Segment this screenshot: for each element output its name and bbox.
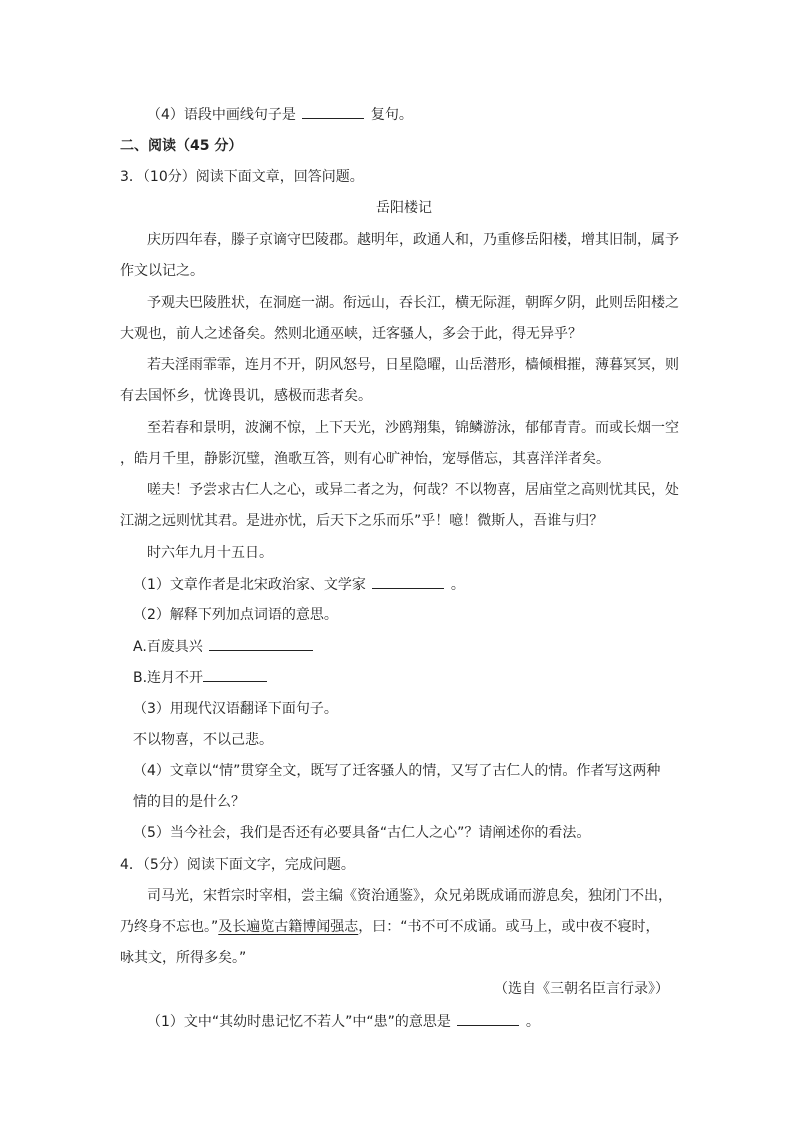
section-heading: 二、阅读（45 分） — [120, 138, 243, 154]
story-line-2: 乃终身不忘也。”及长遍览古籍博闻强志，曰：“书不可不成诵。或马上，或中夜不寝时， — [120, 919, 660, 935]
paragraph-5-cont: 江湖之远则忧其君。是进亦忧，后天下之乐而乐”乎！噫！微斯人，吾谁与归？ — [120, 513, 604, 529]
paragraph-3: 若夫淫雨霏霏，连月不开，阴风怒号，日星隐曜，山岳潜形，樯倾楫摧，薄暮冥冥，则 — [147, 357, 679, 373]
paragraph-6: 时六年九月十五日。 — [147, 545, 273, 561]
paragraph-4: 至若春和景明，波澜不惊，上下天光，沙鸥翔集，锦鳞游泳，郁郁青青。而或长烟一空 — [147, 420, 679, 436]
question-3-2: （2）解释下列加点词语的意思。 — [133, 607, 338, 623]
question-3-4-cont: 情的目的是什么？ — [133, 794, 245, 810]
story-line-3: 咏其文，所得多矣。” — [120, 950, 247, 966]
paragraph-1-cont: 作文以记之。 — [120, 263, 204, 279]
paragraph-2: 予观夫巴陵胜状，在洞庭一湖。衔远山，吞长江，横无际涯，朝晖夕阴，此则岳阳楼之 — [147, 295, 679, 311]
article-title: 岳阳楼记 — [376, 200, 432, 216]
answer-blank[interactable] — [203, 667, 267, 682]
story-line-1: 司马光，宋哲宗时宰相，尝主编《资治通鉴》，众兄弟既成诵而游息矣，独闭门不出， — [147, 888, 672, 904]
source-citation: （选自《三朝名臣言行录》） — [494, 981, 669, 997]
question-3-1: （1）文章作者是北宋政治家、文学家 。 — [133, 574, 465, 595]
paragraph-1: 庆历四年春，滕子京谪守巴陵郡。越明年，政通人和，乃重修岳阳楼，增其旧制，属予 — [147, 232, 679, 248]
question-3-3: （3）用现代汉语翻译下面句子。 — [133, 701, 338, 717]
underlined-sentence: 及长遍览古籍博闻强志 — [218, 919, 359, 935]
answer-blank[interactable] — [302, 104, 364, 119]
paragraph-3-cont: 有去国怀乡，忧谗畏讥，感极而悲者矣。 — [120, 388, 372, 404]
question-3-2b: B.连月不开 — [133, 667, 269, 688]
question-3-3-sentence: 不以物喜，不以己悲。 — [133, 732, 273, 748]
question-2-4: （4）语段中画线句子是 复句。 — [147, 104, 413, 125]
answer-blank[interactable] — [457, 1011, 519, 1026]
question-3-intro: 3．（10分）阅读下面文章，回答问题。 — [120, 169, 364, 185]
answer-blank[interactable] — [372, 574, 444, 589]
paragraph-5: 嗟夫！予尝求古仁人之心，或异二者之为，何哉？不以物喜，居庙堂之高则忧其民，处 — [147, 482, 679, 498]
question-3-4: （4）文章以“情”贯穿全文，既写了迁客骚人的情，又写了古仁人的情。作者写这两种 — [133, 763, 661, 779]
answer-blank[interactable] — [209, 636, 313, 651]
question-4-intro: 4．（5分）阅读下面文字，完成问题。 — [120, 857, 355, 873]
paragraph-2-cont: 大观也，前人之述备矣。然则北通巫峡，迁客骚人，多会于此，得无异乎？ — [120, 326, 582, 342]
question-3-2a: A.百废具兴 — [133, 636, 315, 657]
paragraph-4-cont: ，皓月千里，静影沉璧，渔歌互答，则有心旷神怡，宠辱偕忘，其喜洋洋者矣。 — [120, 451, 610, 467]
question-3-5: （5）当今社会，我们是否还有必要具备“古仁人之心”？请阐述你的看法。 — [133, 825, 591, 841]
question-4-1: （1）文中“其幼时患记忆不若人”中“患”的意思是 。 — [147, 1011, 540, 1032]
